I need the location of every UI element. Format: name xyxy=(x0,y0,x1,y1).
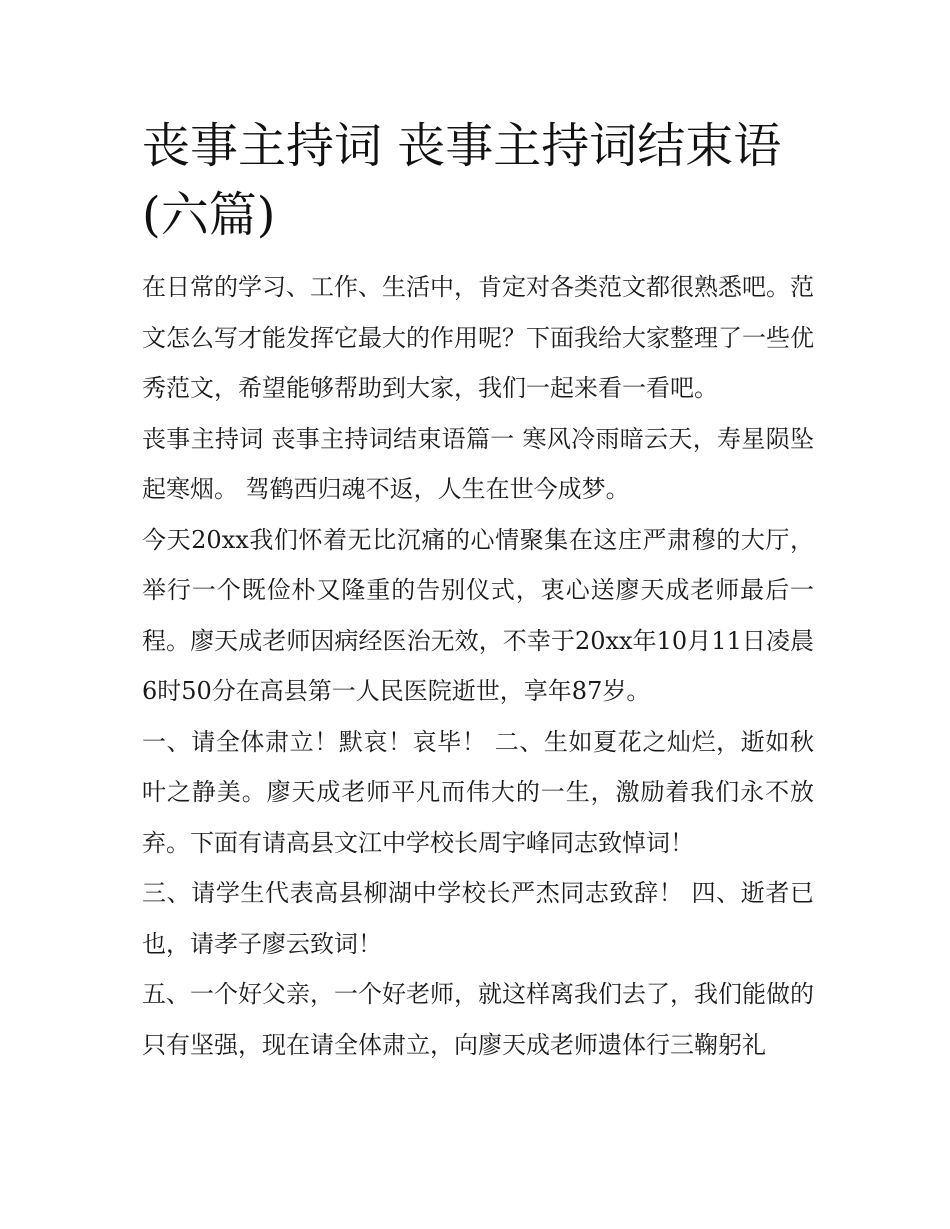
paragraph-intro: 在日常的学习、工作、生活中，肯定对各类范文都很熟悉吧。范文怎么写才能发挥它最大的作用呢？下面我给大家整理了一些优秀范文，希望能够帮助到大家，我们一起来看一看吧。 xyxy=(142,273,814,402)
paragraph-announcement: 今天20xx我们怀着无比沉痛的心情聚集在这庄严肃穆的大厅，举行一个既俭朴又隆重的告别仪式，衷心送廖天成老师最后一程。廖天成老师因病经医治无效，不幸于20xx年10月11日凌晨6时50分在高县第一人民医院逝世，享年87岁。 xyxy=(142,525,814,705)
document-body xyxy=(142,112,814,1070)
paragraph-step-three-four: 三、请学生代表高县柳湖中学校长严杰同志致辞！ 四、逝者已也，请孝子廖云致词！ xyxy=(142,879,814,958)
paragraph-poem: 丧事主持词 丧事主持词结束语篇一 寒风冷雨暗云天，寿星陨坠起寒烟。 驾鹤西归魂不返，人生在世今成梦。 xyxy=(142,424,814,503)
document-title: 丧事主持词 丧事主持词结束语(六篇) xyxy=(142,118,782,243)
paragraph-step-five: 五、一个好父亲，一个好老师，就这样离我们去了，我们能做的只有坚强，现在请全体肃立，向廖天成老师遗体行三鞠躬礼 xyxy=(142,980,814,1059)
paragraph-step-one-two: 一、请全体肃立！默哀！哀毕！ 二、生如夏花之灿烂，逝如秋叶之静美。廖天成老师平凡而伟大的一生，激励着我们永不放弃。下面有请高县文江中学校长周宇峰同志致悼词！ xyxy=(142,727,814,857)
